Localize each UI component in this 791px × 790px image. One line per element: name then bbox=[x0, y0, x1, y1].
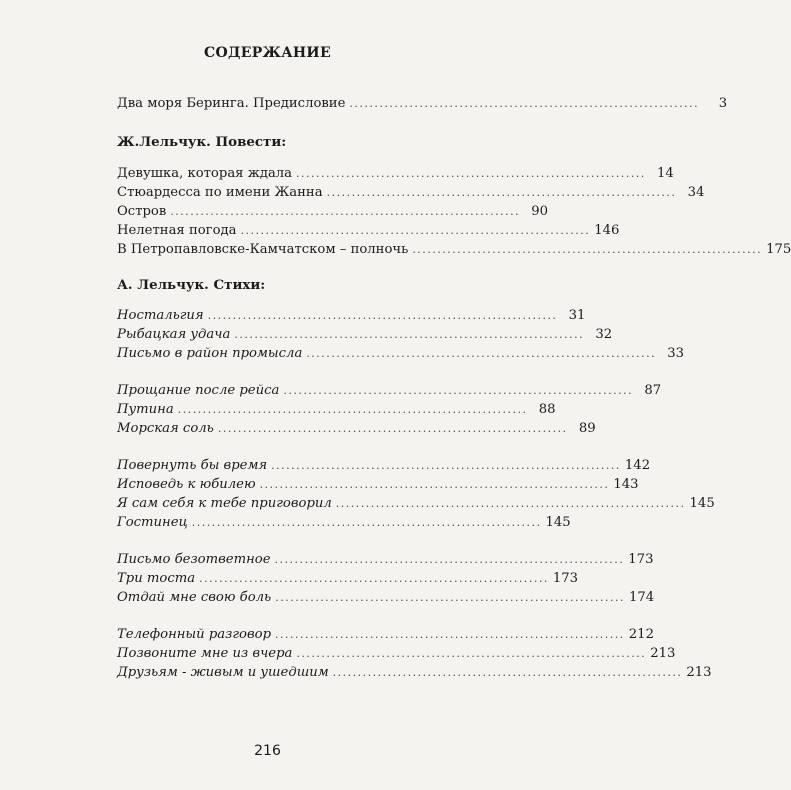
toc-entry bbox=[117, 223, 620, 242]
dot-leader: ...................................................................... bbox=[240, 224, 591, 237]
toc-entry-title: Морская соль bbox=[117, 421, 214, 436]
toc-entry bbox=[117, 308, 586, 327]
toc-entry-page: 146 bbox=[594, 223, 620, 238]
toc-entry-title: Стюардесса по имени Жанна bbox=[117, 185, 323, 200]
toc-entry-page: 213 bbox=[650, 646, 676, 661]
toc-entry bbox=[117, 590, 655, 609]
toc-entry-title: Нелетная погода bbox=[117, 223, 237, 238]
toc-entry-title: Три тоста bbox=[117, 571, 196, 586]
toc-entry bbox=[117, 627, 654, 646]
toc-entry-title: Остров bbox=[117, 204, 167, 219]
toc-entry bbox=[117, 166, 674, 185]
toc-entry-preface bbox=[117, 96, 728, 115]
toc-entry bbox=[117, 346, 685, 365]
toc-entry-title: Прощание после рейса bbox=[117, 383, 280, 398]
toc-entry-page: 3 bbox=[718, 96, 728, 111]
toc-entry-page: 142 bbox=[624, 458, 651, 473]
dot-leader: ...................................................................... bbox=[191, 516, 542, 529]
section-heading-stories: Ж.Лельчук. Повести: bbox=[117, 134, 287, 150]
dot-leader: ...................................................................... bbox=[349, 97, 700, 110]
toc-entry-page: 90 bbox=[531, 204, 549, 219]
dot-leader: ...................................................................... bbox=[326, 186, 677, 199]
toc-entry-page: 14 bbox=[657, 166, 674, 181]
dot-leader: ...................................................................... bbox=[275, 591, 625, 604]
toc-entry-title: Письмо в район промысла bbox=[117, 346, 303, 361]
toc-entry-title: Ностальгия bbox=[117, 308, 204, 323]
section-heading-poems: А. Лельчук. Стихи: bbox=[117, 277, 266, 293]
toc-entry bbox=[117, 327, 613, 346]
dot-leader: ...................................................................... bbox=[332, 666, 683, 679]
toc-entry-page: 145 bbox=[689, 496, 715, 511]
dot-leader: ...................................................................... bbox=[306, 347, 657, 360]
toc-entry-title: Позвоните мне из вчера bbox=[117, 646, 293, 661]
toc-entry-page: 212 bbox=[628, 627, 654, 642]
dot-leader: ...................................................................... bbox=[207, 309, 558, 322]
toc-entry-title: В Петропавловске-Камчатском – полночь bbox=[117, 242, 409, 257]
toc-entry-title: Письмо безответное bbox=[117, 552, 271, 567]
toc-entry-title: Путина bbox=[117, 402, 174, 417]
dot-leader: ...................................................................... bbox=[170, 205, 521, 218]
toc-entry-page: 87 bbox=[644, 383, 662, 398]
toc-entry-page: 33 bbox=[667, 346, 685, 361]
toc-entry-page: 213 bbox=[686, 665, 712, 680]
toc-entry-title: Гостинец bbox=[117, 515, 188, 530]
dot-leader: ...................................................................... bbox=[275, 628, 625, 641]
dot-leader: ...................................................................... bbox=[271, 459, 621, 472]
toc-entry-title: Исповедь к юбилею bbox=[117, 477, 256, 492]
toc-entry-title: Телефонный разговор bbox=[117, 627, 272, 642]
dot-leader: ...................................................................... bbox=[234, 328, 585, 341]
toc-entry bbox=[117, 515, 571, 534]
dot-leader: ...................................................................... bbox=[335, 497, 686, 510]
dot-leader: ...................................................................... bbox=[296, 167, 646, 180]
toc-entry bbox=[117, 665, 712, 684]
dot-leader: ...................................................................... bbox=[259, 478, 610, 491]
toc-entry bbox=[117, 458, 651, 477]
toc-entry-page: 173 bbox=[628, 552, 654, 567]
toc-entry bbox=[117, 185, 705, 204]
toc-entry-title: Друзьям - живым и ушедшим bbox=[117, 665, 329, 680]
toc-entry-title: Два моря Беринга. Предисловие bbox=[117, 96, 346, 111]
toc-entry-page: 89 bbox=[578, 421, 596, 436]
dot-leader: ...................................................................... bbox=[412, 243, 763, 256]
toc-entry bbox=[117, 204, 549, 223]
toc-entry-page: 174 bbox=[628, 590, 655, 605]
toc-entry-page: 34 bbox=[687, 185, 705, 200]
toc-entry bbox=[117, 552, 654, 571]
toc-entry bbox=[117, 571, 579, 590]
dot-leader: ...................................................................... bbox=[177, 403, 528, 416]
toc-entry-page: 32 bbox=[595, 327, 613, 342]
dot-leader: ...................................................................... bbox=[283, 384, 634, 397]
page-title: СОДЕРЖАНИЕ bbox=[204, 45, 331, 61]
toc-entry-page: 175 bbox=[766, 242, 791, 257]
toc-entry bbox=[117, 402, 556, 421]
dot-leader: ...................................................................... bbox=[296, 647, 647, 660]
toc-entry bbox=[117, 421, 596, 440]
dot-leader: ...................................................................... bbox=[217, 422, 568, 435]
toc-entry-title: Девушка, которая ждала bbox=[117, 166, 293, 181]
toc-entry-title: Повернуть бы время bbox=[117, 458, 268, 473]
toc-entry-title: Я сам себя к тебе приговорил bbox=[117, 496, 332, 511]
table-of-contents bbox=[117, 96, 791, 684]
toc-entry bbox=[117, 646, 676, 665]
toc-entry bbox=[117, 477, 639, 496]
dot-leader: ...................................................................... bbox=[199, 572, 549, 585]
toc-entry bbox=[117, 496, 715, 515]
toc-entry-page: 88 bbox=[538, 402, 556, 417]
toc-entry-title: Рыбацкая удача bbox=[117, 327, 231, 342]
toc-entry-title: Отдай мне свою боль bbox=[117, 590, 272, 605]
toc-entry-page: 143 bbox=[613, 477, 639, 492]
toc-entry-page: 145 bbox=[545, 515, 571, 530]
dot-leader: ...................................................................... bbox=[274, 553, 625, 566]
toc-entry-page: 31 bbox=[568, 308, 586, 323]
toc-entry bbox=[117, 242, 791, 261]
page-number: 216 bbox=[254, 743, 281, 759]
toc-entry-page: 173 bbox=[552, 571, 579, 586]
toc-entry bbox=[117, 383, 662, 402]
